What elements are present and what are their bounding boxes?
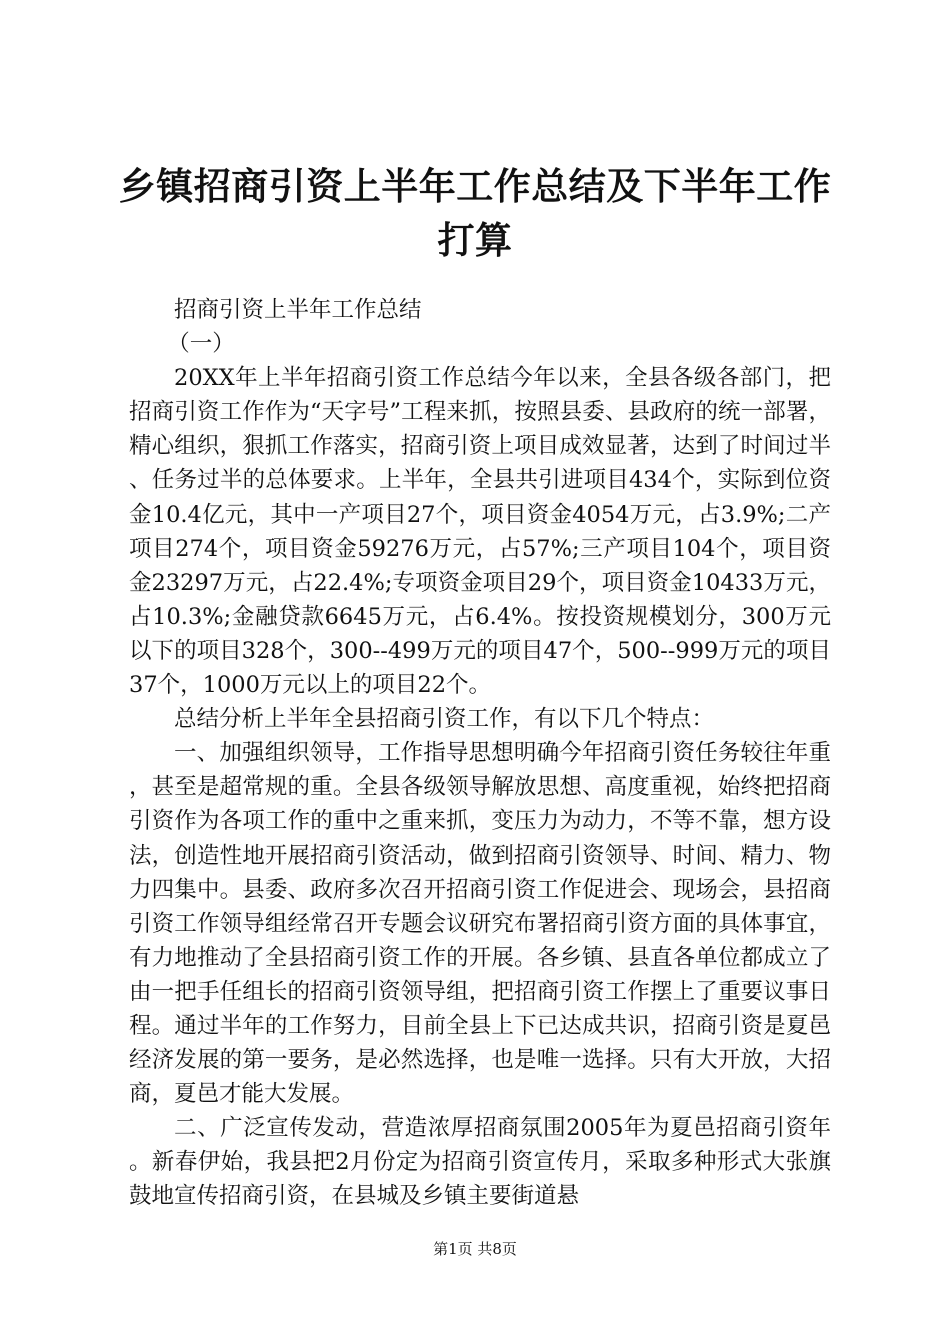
document-body xyxy=(129,293,831,1214)
document-title: 乡镇招商引资上半年工作总结及下半年工作打算 xyxy=(118,165,832,262)
page-footer: 第1页 共8页 xyxy=(433,1240,517,1258)
section-number: （一） xyxy=(167,331,235,358)
body-paragraph: 总结分析上半年全县招商引资工作，有以下几个特点： xyxy=(174,706,715,733)
body-paragraph: 二、广泛宣传发动，营造浓厚招商氛围2005年为夏邑招商引资年。新春伊始，我县把2月份定为招商引资宣传月，采取多种形式大张旗鼓地宣传招商引资，在县城及乡镇主要街道悬 xyxy=(129,1115,831,1210)
body-paragraph: 一、加强组织领导，工作指导思想明确今年招商引资任务较往年重，甚至是超常规的重。全县各级领导解放思想、高度重视，始终把招商引资作为各项工作的重中之重来抓，变压力为动力，不等不靠，想方设法，创造性地开展招商引资活动，做到招商引资领导、时间、精力、物力四集中。县委、政府多次召开招商引资工作促进会、现场会，县招商引资工作领导组经常召开专题会议研究布署招商引资方面的具体事宜，有力地推动了全县招商引资工作的开展。各乡镇、县直各单位都成立了由一把手任组长的招商引资领导组，把招商引资工作摆上了重要议事日程。通过半年的工作努力，目前全县上下已达成共识，招商引资是夏邑经济发展的第一要务，是必然选择，也是唯一选择。只有大开放，大招商，夏邑才能大发展。 xyxy=(129,740,831,1108)
section-heading: 招商引资上半年工作总结 xyxy=(174,297,422,323)
body-paragraph: 20XX年上半年招商引资工作总结今年以来，全县各级各部门，把招商引资工作作为“天字号”工程来抓，按照县委、县政府的统一部署，精心组织，狠抓工作落实，招商引资上项目成效显著，达到了时间过半、任务过半的总体要求。上半年，全县共引进项目434个，实际到位资金10.4亿元，其中一产项目27个，项目资金4054万元，占3.9%;二产项目274个，项目资金59276万元，占57%;三产项目104个，项目资金23297万元，占22.4%;专项资金项目29个，项目资金10433万元，占10.3%;金融贷款6645万元，占6.4%。按投资规模划分，300万元以下的项目328个，300--499万元的项目47个，500--999万元的项目37个，1000万元以上的项目22个。 xyxy=(129,365,831,699)
